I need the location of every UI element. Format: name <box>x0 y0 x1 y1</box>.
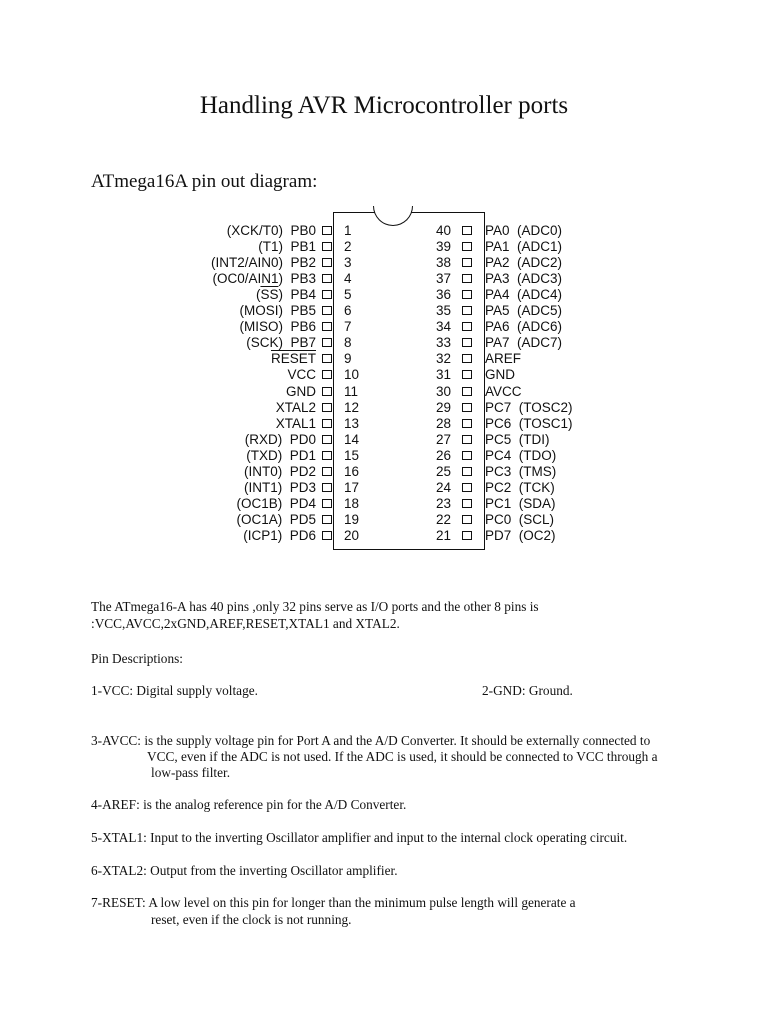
pin-lead <box>462 451 472 460</box>
pin-lead <box>322 499 332 508</box>
pin-14 <box>180 432 360 448</box>
pin-lead <box>322 451 332 460</box>
pin-2 <box>180 239 360 255</box>
pin-38 <box>435 255 600 271</box>
pin-number: 13 <box>344 415 360 431</box>
pin-label: PA5 (ADC5) <box>485 303 563 319</box>
pin-number: 37 <box>435 271 451 287</box>
xtal2-description: 6-XTAL2: Output from the inverting Oscillator amplifier. <box>91 863 398 878</box>
avcc-line-3: low-pass filter. <box>151 765 231 780</box>
pin-24 <box>435 479 600 496</box>
pin-32 <box>435 351 600 367</box>
pin-number: 25 <box>435 463 451 479</box>
pin-5 <box>180 287 360 303</box>
pin-number: 6 <box>344 303 352 319</box>
pin-lead <box>322 226 332 235</box>
pin-number: 20 <box>344 527 360 543</box>
pin-number: 29 <box>435 399 451 415</box>
pin-label: PA4 (ADC4) <box>485 287 563 303</box>
pin-lead <box>322 274 332 283</box>
pin-label: RESET <box>270 351 316 367</box>
pin-6 <box>180 303 360 319</box>
pin-12 <box>180 400 360 416</box>
pin-lead <box>462 338 472 347</box>
pin-number: 21 <box>435 527 451 543</box>
pin-label: PC6 (TOSC1) <box>485 415 573 431</box>
pin-number: 12 <box>344 399 360 415</box>
pin-lead <box>462 403 472 412</box>
pin-label: (MOSI) PB5 <box>239 303 316 319</box>
pin-lead <box>322 515 332 524</box>
pin-lead <box>322 435 332 444</box>
pin-number: 19 <box>344 511 360 527</box>
document-title: Handling AVR Microcontroller ports <box>199 92 569 119</box>
pin-lead <box>462 226 472 235</box>
pin-37 <box>435 271 600 287</box>
pin-label: PA1 (ADC1) <box>485 239 563 255</box>
diagram-subtitle: ATmega16A pin out diagram: <box>91 171 318 192</box>
pin-label: PC5 (TDI) <box>485 431 550 447</box>
pin-3 <box>180 255 360 271</box>
pin-lead <box>322 322 332 331</box>
pin-label: (OC1B) PD4 <box>236 495 316 511</box>
pin-number: 38 <box>435 255 451 271</box>
pin-label: (INT2/AIN0) PB2 <box>210 255 316 271</box>
pin-label: XTAL2 <box>275 399 316 415</box>
pin-number: 2 <box>344 239 352 255</box>
pin-lead <box>462 290 472 299</box>
pin-number: 39 <box>435 239 451 255</box>
avcc-line-2: VCC, even if the ADC is not used. If the ADC is used, it should be connected to VCC through a <box>147 749 658 764</box>
pin-label: (SCK) PB7 <box>246 335 316 351</box>
gnd-description: 2-GND: Ground. <box>482 683 573 698</box>
pin-13 <box>180 416 360 432</box>
pin-label: AVCC <box>485 383 522 399</box>
pin-lead <box>322 290 332 299</box>
pin-label: (OC1A) PD5 <box>236 511 316 527</box>
pin-label: PA2 (ADC2) <box>485 255 563 271</box>
pin-label: (ICP1) PD6 <box>243 527 316 543</box>
pinout-diagram <box>180 205 600 550</box>
pin-lead <box>322 467 332 476</box>
pin-1 <box>180 223 360 239</box>
xtal1-description: 5-XTAL1: Input to the inverting Oscillator amplifier and input to the internal clock operating circuit. <box>91 830 628 845</box>
pin-number: 18 <box>344 495 360 511</box>
reset-line-2: reset, even if the clock is not running. <box>151 912 352 927</box>
pin-label: (TXD) PD1 <box>246 447 316 463</box>
pin-21 <box>435 527 600 544</box>
vcc-description: 1-VCC: Digital supply voltage. <box>91 683 258 698</box>
pin-8 <box>180 335 360 351</box>
pin-number: 34 <box>435 319 451 335</box>
pin-lead <box>462 531 472 540</box>
pin-lead <box>322 354 332 363</box>
reset-line-1: 7-RESET: A low level on this pin for longer than the minimum pulse length will generate a <box>91 895 576 910</box>
pin-lead <box>462 499 472 508</box>
pin-label: VCC <box>287 367 316 383</box>
pin-lead <box>462 515 472 524</box>
pin-number: 24 <box>435 479 451 495</box>
pin-39 <box>435 239 600 255</box>
pin-lead <box>462 419 472 428</box>
pin-9 <box>180 351 360 367</box>
pin-11 <box>180 384 360 400</box>
pin-number: 32 <box>435 351 451 367</box>
pin-label: PA7 (ADC7) <box>485 335 563 351</box>
pin-label: PC7 (TOSC2) <box>485 399 573 415</box>
pin-33 <box>435 335 600 351</box>
pin-16 <box>180 464 360 480</box>
pin-descriptions-heading: Pin Descriptions: <box>91 651 183 666</box>
pin-17 <box>180 480 360 496</box>
pin-lead <box>462 467 472 476</box>
pin-label: (MISO) PB6 <box>239 319 316 335</box>
pin-label: GND <box>286 383 316 399</box>
pin-number: 3 <box>344 255 352 271</box>
pin-7 <box>180 319 360 335</box>
pin-31 <box>435 367 600 383</box>
pin-20 <box>180 528 360 544</box>
pin-label: (RXD) PD0 <box>244 431 316 447</box>
pin-40 <box>435 223 600 239</box>
pin-lead <box>462 354 472 363</box>
pin-19 <box>180 512 360 528</box>
pin-label: XTAL1 <box>275 415 316 431</box>
pin-25 <box>435 463 600 480</box>
pin-29 <box>435 399 600 416</box>
pin-label: AREF <box>485 351 522 367</box>
pin-28 <box>435 415 600 432</box>
pin-number: 30 <box>435 383 451 399</box>
power-pins-row <box>91 683 711 699</box>
pin-number: 23 <box>435 495 451 511</box>
pin-number: 1 <box>344 223 352 238</box>
pin-36 <box>435 287 600 303</box>
pin-lead <box>322 370 332 379</box>
pin-34 <box>435 319 600 335</box>
pin-label: (OC0/AIN1) PB3 <box>212 271 316 287</box>
pin-lead <box>462 306 472 315</box>
pin-label: (XCK/T0) PB0 <box>226 223 316 238</box>
pin-number: 31 <box>435 367 451 383</box>
pin-lead <box>322 306 332 315</box>
pin-lead <box>462 242 472 251</box>
pin-label: PA0 (ADC0) <box>485 223 563 238</box>
pin-number: 15 <box>344 447 360 463</box>
pin-number: 5 <box>344 287 352 303</box>
pin-label: (T1) PB1 <box>258 239 316 255</box>
pin-lead <box>462 435 472 444</box>
avcc-line-1: 3-AVCC: is the supply voltage pin for Port A and the A/D Converter. It should be externally connected to <box>91 733 651 748</box>
pin-lead <box>322 242 332 251</box>
pin-15 <box>180 448 360 464</box>
pin-number: 28 <box>435 415 451 431</box>
pin-lead <box>462 370 472 379</box>
pin-lead <box>322 338 332 347</box>
pin-label: (INT0) PD2 <box>243 463 316 479</box>
pin-lead <box>462 483 472 492</box>
pin-number: 22 <box>435 511 451 527</box>
pin-label: PC0 (SCL) <box>485 511 555 527</box>
pin-27 <box>435 431 600 448</box>
pin-number: 17 <box>344 479 360 495</box>
pin-lead <box>462 274 472 283</box>
pin-lead <box>322 419 332 428</box>
aref-description: 4-AREF: is the analog reference pin for the A/D Converter. <box>91 797 407 812</box>
pin-number: 8 <box>344 335 352 351</box>
pin-26 <box>435 447 600 464</box>
pin-number: 16 <box>344 463 360 479</box>
pin-number: 26 <box>435 447 451 463</box>
pin-lead <box>462 387 472 396</box>
pin-label: $(\overline{SS})$ PB4 <box>255 287 316 303</box>
pin-4 <box>180 271 360 287</box>
pin-label: PD7 (OC2) <box>485 527 556 543</box>
pin-30 <box>435 383 600 400</box>
pin-35 <box>435 303 600 319</box>
pin-number: 10 <box>344 367 360 383</box>
pin-number: 7 <box>344 319 352 335</box>
pin-lead <box>322 403 332 412</box>
pin-lead <box>462 322 472 331</box>
pin-number: 4 <box>344 271 352 287</box>
intro-line-2: :VCC,AVCC,2xGND,AREF,RESET,XTAL1 and XTAL2. <box>91 616 400 631</box>
pin-number: 11 <box>344 383 359 399</box>
pin-label: PC1 (SDA) <box>485 495 556 511</box>
pin-number: 9 <box>344 351 352 367</box>
pin-lead <box>322 483 332 492</box>
pin-lead <box>462 258 472 267</box>
pin-label: GND <box>485 367 515 383</box>
pin-number: 27 <box>435 431 451 447</box>
pin-22 <box>435 511 600 528</box>
pin-18 <box>180 496 360 512</box>
pin-number: 35 <box>435 303 451 319</box>
pin-lead <box>322 531 332 540</box>
pin-label: PC4 (TDO) <box>485 447 557 463</box>
pin-label: PA3 (ADC3) <box>485 271 563 287</box>
pin-10 <box>180 367 360 383</box>
pin-23 <box>435 495 600 512</box>
pin-number: 40 <box>435 223 451 238</box>
pin-label: PA6 (ADC6) <box>485 319 563 335</box>
intro-line-1: The ATmega16-A has 40 pins ,only 32 pins serve as I/O ports and the other 8 pins is <box>91 599 539 614</box>
pin-lead <box>322 258 332 267</box>
pin-number: 33 <box>435 335 451 351</box>
pin-number: 36 <box>435 287 451 303</box>
pin-label: PC2 (TCK) <box>485 479 555 495</box>
pin-label: PC3 (TMS) <box>485 463 557 479</box>
pin-label: (INT1) PD3 <box>243 479 316 495</box>
pin-lead <box>322 387 332 396</box>
pin-number: 14 <box>344 431 360 447</box>
